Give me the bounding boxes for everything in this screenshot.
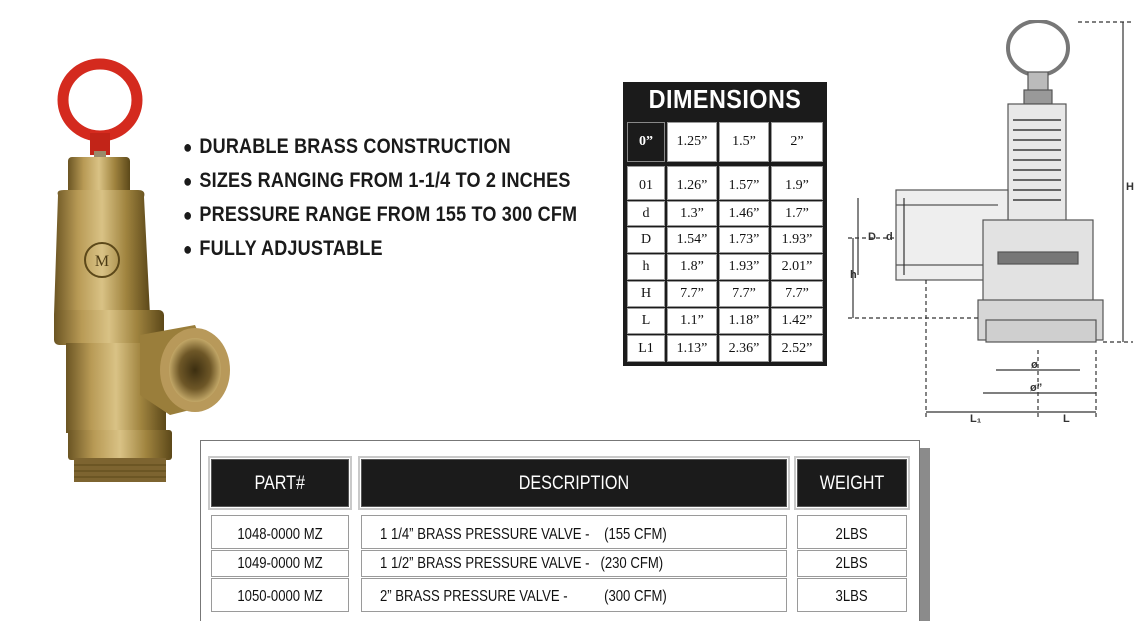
dimensions-row-label: 01 (627, 166, 665, 200)
red-ring (63, 64, 137, 136)
feature-item: ● FULLY ADJUSTABLE (183, 232, 577, 266)
dimensions-cell: 1.46” (719, 201, 769, 226)
dimensions-cell: 1.7” (771, 201, 823, 226)
dimensions-row-label: h (627, 254, 665, 280)
features-list (183, 130, 641, 266)
dimensions-row-label: D (627, 227, 665, 253)
dimensions-cell: 2.52” (771, 335, 823, 362)
dimensions-header-cell: 2” (771, 122, 823, 162)
parts-header-weight: WEIGHT (797, 459, 907, 507)
feature-item: ● PRESSURE RANGE FROM 155 TO 300 CFM (183, 198, 577, 232)
drawing-label-d: d (886, 231, 893, 243)
dimensions-cell: 1.93” (771, 227, 823, 253)
dimensions-row-label: L1 (627, 335, 665, 362)
parts-cell-weight: 2LBS (797, 515, 907, 549)
parts-cell-weight: 2LBS (797, 550, 907, 577)
parts-table (200, 440, 920, 621)
dimensions-cell: 1.1” (667, 308, 717, 334)
drawing-label-o: ø (1031, 359, 1038, 371)
parts-header-part: PART# (211, 459, 349, 507)
dimensions-cell: 7.7” (771, 281, 823, 307)
dimensions-cell: 1.13” (667, 335, 717, 362)
dimensions-cell: 2.01” (771, 254, 823, 280)
dimensions-cell: 1.54” (667, 227, 717, 253)
dimensions-row-label: d (627, 201, 665, 226)
drawing-label-L1: L₁ (970, 413, 982, 425)
dimensions-cell: 1.18” (719, 308, 769, 334)
parts-cell-weight: 3LBS (797, 578, 907, 612)
dimensions-cell: 1.93” (719, 254, 769, 280)
dimensions-cell: 7.7” (667, 281, 717, 307)
dimensions-cell: 1.73” (719, 227, 769, 253)
dimensions-cell: 1.3” (667, 201, 717, 226)
dimensions-cell: 1.42” (771, 308, 823, 334)
parts-header-description: DESCRIPTION (361, 459, 787, 507)
svg-text:M: M (94, 253, 110, 270)
parts-cell-part: 1048-0000 MZ (211, 515, 349, 549)
dimensions-title: DIMENSIONS (648, 84, 802, 114)
parts-table-shadow (920, 448, 930, 621)
dimensions-row-label: L (627, 308, 665, 334)
parts-cell-part: 1050-0000 MZ (211, 578, 349, 612)
drawing-label-H: H (1126, 181, 1134, 193)
drawing-label-h: h (850, 269, 857, 281)
dimensions-cell: 1.8” (667, 254, 717, 280)
dimensions-table (623, 82, 827, 366)
drawing-label-L: L (1063, 413, 1070, 425)
parts-cell-part: 1049-0000 MZ (211, 550, 349, 577)
technical-drawing (848, 20, 1140, 425)
feature-item: ● SIZES RANGING FROM 1-1/4 TO 2 INCHES (183, 164, 577, 198)
dimensions-row-label: H (627, 281, 665, 307)
dimensions-header-cell: 0” (627, 122, 665, 162)
drawing-label-D: D (868, 231, 876, 243)
dimensions-cell: 1.57” (719, 166, 769, 200)
parts-cell-description: 1 1/2” BRASS PRESSURE VALVE - (230 CFM) (361, 550, 787, 577)
drawing-label-o-dbl: ø” (1030, 382, 1043, 394)
dimensions-header-cell: 1.5” (719, 122, 769, 162)
dimensions-cell: 2.36” (719, 335, 769, 362)
parts-cell-description: 1 1/4” BRASS PRESSURE VALVE - (155 CFM) (361, 515, 787, 549)
dimensions-cell: 7.7” (719, 281, 769, 307)
parts-cell-description: 2” BRASS PRESSURE VALVE - (300 CFM) (361, 578, 787, 612)
feature-item: ● DURABLE BRASS CONSTRUCTION (183, 130, 577, 164)
dimensions-cell: 1.9” (771, 166, 823, 200)
dimensions-cell: 1.26” (667, 166, 717, 200)
product-photo-brass-valve (20, 55, 260, 495)
dimensions-header-cell: 1.25” (667, 122, 717, 162)
